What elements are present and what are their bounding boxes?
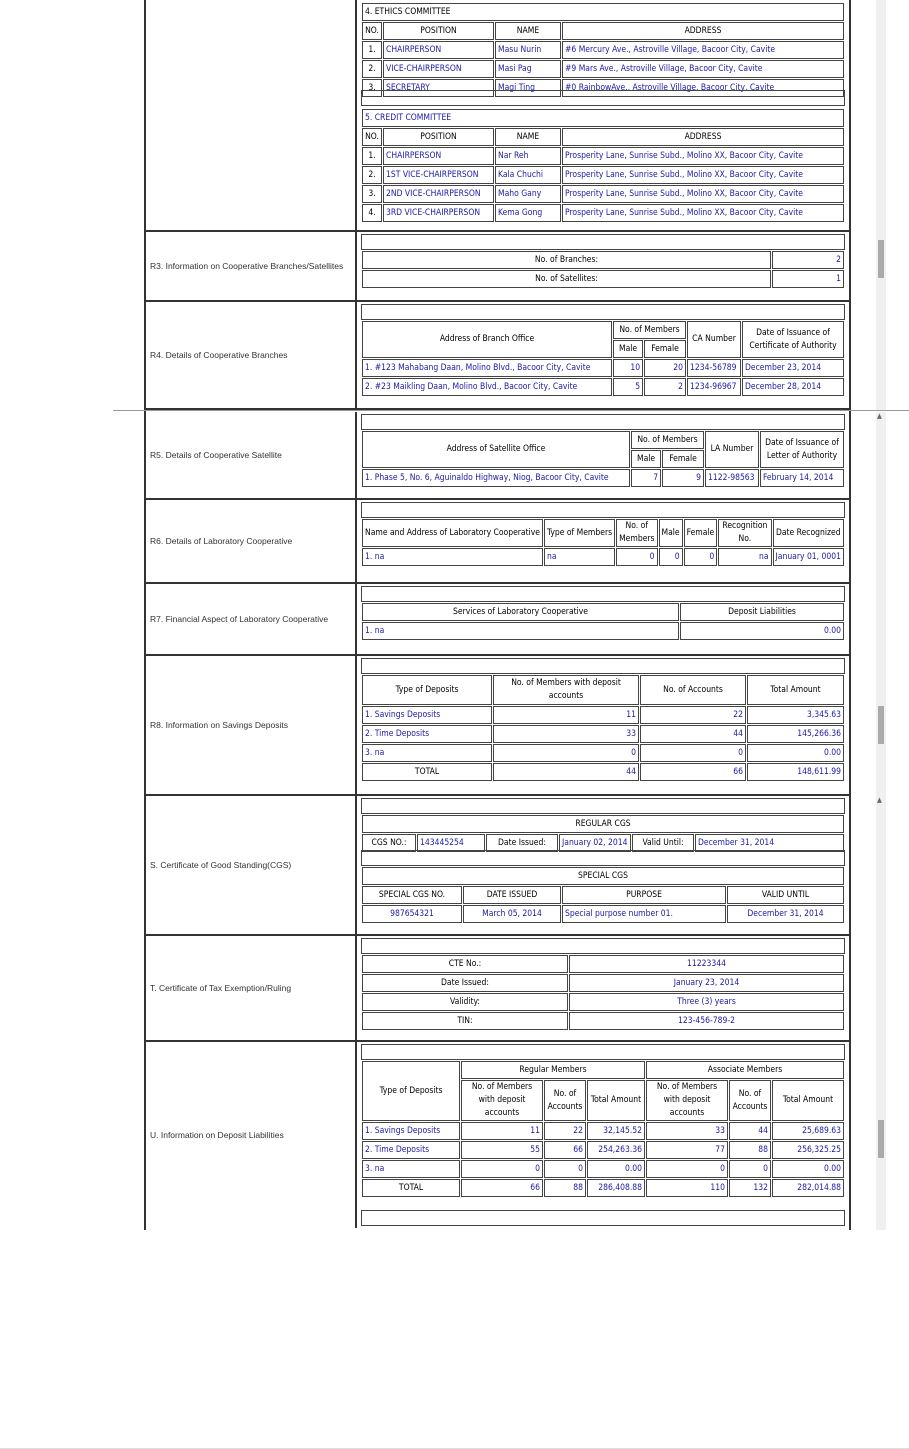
col-header-services: Services of Laboratory Cooperative <box>362 603 679 621</box>
col-header-regular: Regular Members <box>461 1061 645 1079</box>
r3-label: R3. Information on Cooperative Branches/Satellites <box>146 232 357 300</box>
scrollbar-thumb-upper[interactable] <box>878 240 884 278</box>
committees-label-cell <box>146 0 357 230</box>
cte-label: CTE No.: <box>362 955 568 973</box>
row-a-members: 33 <box>646 1122 728 1140</box>
tin-label: TIN: <box>362 1012 568 1030</box>
row-female: 9 <box>662 469 704 487</box>
row-no-members: 0 <box>616 548 657 566</box>
col-header-type: Type of Members <box>544 519 615 547</box>
valid-until-value: December 31, 2014 <box>695 834 844 852</box>
ethics-committee-table <box>361 2 845 98</box>
date-issued-label: Date Issued: <box>362 974 568 992</box>
regular-cgs-title: REGULAR CGS <box>362 815 844 833</box>
date-issued-label: Date Issued: <box>486 834 558 852</box>
row-address: #0 RainbowAve., Astroville Village, Bacoor City, Cavite <box>562 79 844 97</box>
scrollbar-thumb-lower[interactable] <box>878 1120 884 1158</box>
cte-value: 11223344 <box>569 955 844 973</box>
row-position: CHAIRPERSON <box>383 41 494 59</box>
r6-label: R6. Details of Laboratory Cooperative <box>146 500 357 582</box>
row-address: #6 Mercury Ave., Astroville Village, Bacoor City, Cavite <box>562 41 844 59</box>
col-header-la: LA Number <box>705 431 759 468</box>
row-a-accounts: 88 <box>729 1141 771 1159</box>
row-a-members: 77 <box>646 1141 728 1159</box>
col-header-date: Date of Issuance of Letter of Authority <box>760 431 844 468</box>
row-date: January 01, 0001 <box>773 548 844 566</box>
cgs-no-label: CGS NO.: <box>362 834 416 852</box>
row-position: CHAIRPERSON <box>383 147 494 165</box>
section-spacer <box>361 502 845 518</box>
satellites-label: No. of Satellites: <box>362 270 771 288</box>
table-row <box>362 1160 844 1178</box>
col-header-address: Address of Branch Office <box>362 321 612 358</box>
col-header-position: POSITION <box>383 128 494 146</box>
col-header-no: NO. <box>362 128 382 146</box>
row-date: December 28, 2014 <box>742 378 844 396</box>
special-cgs-title: SPECIAL CGS <box>362 867 844 885</box>
row-name: Masu Nurin <box>495 41 561 59</box>
scroll-up-arrow-icon[interactable]: ▲ <box>877 412 882 420</box>
total-label: TOTAL <box>362 763 492 781</box>
row-members: 0 <box>493 744 639 762</box>
scrollbar-track-lower[interactable] <box>876 798 886 1230</box>
row-r-members: 11 <box>461 1122 543 1140</box>
branches-value: 2 <box>772 251 844 269</box>
regular-cgs-table <box>361 814 845 853</box>
branches-label: No. of Branches: <box>362 251 771 269</box>
col-header-members: No. of Members <box>613 321 686 339</box>
r5-table <box>361 430 845 488</box>
row-name: Kema Gong <box>495 204 561 222</box>
row-ca: 1234-56789 <box>687 359 741 377</box>
row-accounts: 0 <box>640 744 746 762</box>
row-name: Kala Chuchi <box>495 166 561 184</box>
col-header-date: Date of Issuance of Certificate of Authority <box>742 321 844 358</box>
total-accounts: 66 <box>640 763 746 781</box>
section-spacer <box>361 90 845 106</box>
row-no: 3. <box>362 185 382 203</box>
row-a-total: 256,325.25 <box>772 1141 844 1159</box>
col-header-date: DATE ISSUED <box>463 886 561 904</box>
total-a-amount: 282,014.88 <box>772 1179 844 1197</box>
row-female: 20 <box>644 359 686 377</box>
total-row <box>362 763 844 781</box>
row-address: #9 Mars Ave., Astroville Village, Bacoor City, Cavite <box>562 60 844 78</box>
section-spacer <box>361 658 845 674</box>
table-row <box>362 359 844 377</box>
row-name: Magi Ting <box>495 79 561 97</box>
col-header-male: Male <box>631 450 661 468</box>
table-row <box>362 378 844 396</box>
row-a-total: 25,689.63 <box>772 1122 844 1140</box>
row-position: 1ST VICE-CHAIRPERSON <box>383 166 494 184</box>
col-header-male: Male <box>613 340 643 358</box>
r5-label: R5. Details of Cooperative Satellite <box>146 412 357 498</box>
r6-table <box>361 518 845 567</box>
row-no: 4. <box>362 204 382 222</box>
t-table <box>361 954 845 1031</box>
table-row <box>362 166 844 184</box>
col-header-purpose: PURPOSE <box>562 886 726 904</box>
satellites-value: 1 <box>772 270 844 288</box>
row-male: 10 <box>613 359 643 377</box>
row-a-accounts: 44 <box>729 1122 771 1140</box>
r8-section <box>146 656 849 796</box>
report-form <box>144 0 851 1230</box>
row-address: 1. Phase 5, No. 6, Aguinaldo Highway, Niog, Bacoor City, Cavite <box>362 469 630 487</box>
table-row <box>362 622 844 640</box>
row-type: na <box>544 548 615 566</box>
row-r-members: 0 <box>461 1160 543 1178</box>
col-header-special-no: SPECIAL CGS NO. <box>362 886 462 904</box>
r7-table <box>361 602 845 641</box>
col-header-a-total: Total Amount <box>772 1080 844 1121</box>
r4-section <box>146 302 849 410</box>
row-la: 1122-98563 <box>705 469 759 487</box>
col-header-name: Name and Address of Laboratory Cooperative <box>362 519 543 547</box>
row-type: 3. na <box>362 744 492 762</box>
row-position: 2ND VICE-CHAIRPERSON <box>383 185 494 203</box>
tin-value: 123-456-789-2 <box>569 1012 844 1030</box>
s-label: S. Certificate of Good Standing(CGS) <box>146 796 357 934</box>
section-spacer <box>361 304 845 320</box>
row-purpose: Special purpose number 01. <box>562 905 726 923</box>
col-header-no-members: No. of Members <box>616 519 657 547</box>
table-row <box>362 204 844 222</box>
total-r-amount: 286,408.88 <box>587 1179 645 1197</box>
row-services: 1. na <box>362 622 679 640</box>
row-recognition: na <box>718 548 771 566</box>
valid-until-label: Valid Until: <box>632 834 694 852</box>
row-position: SECRETARY <box>383 79 494 97</box>
col-header-position: POSITION <box>383 22 494 40</box>
col-header-r-total: Total Amount <box>587 1080 645 1121</box>
col-header-deposit: Deposit Liabilities <box>680 603 844 621</box>
row-name: Masi Pag <box>495 60 561 78</box>
total-a-members: 110 <box>646 1179 728 1197</box>
row-no: 1. <box>362 147 382 165</box>
total-amount: 148,611.99 <box>747 763 844 781</box>
col-header-total: Total Amount <box>747 675 844 705</box>
page-stitch-divider <box>113 410 909 411</box>
row-address: Prosperity Lane, Sunrise Subd., Molino XX, Bacoor City, Cavite <box>562 185 844 203</box>
row-male: 7 <box>631 469 661 487</box>
u-section <box>146 1042 849 1228</box>
table-row <box>362 725 844 743</box>
row-a-members: 0 <box>646 1160 728 1178</box>
row-r-total: 254,263.36 <box>587 1141 645 1159</box>
row-type: 1. Savings Deposits <box>362 706 492 724</box>
col-header-r-members: No. of Members with deposit accounts <box>461 1080 543 1121</box>
row-r-total: 32,145.52 <box>587 1122 645 1140</box>
total-a-accounts: 132 <box>729 1179 771 1197</box>
total-members: 44 <box>493 763 639 781</box>
row-valid: December 31, 2014 <box>727 905 844 923</box>
table-row <box>362 744 844 762</box>
date-issued-value: January 02, 2014 <box>559 834 631 852</box>
col-header-r-accounts: No. of Accounts <box>544 1080 586 1121</box>
committees-section <box>146 0 849 232</box>
section-spacer <box>361 586 845 602</box>
row-date: December 23, 2014 <box>742 359 844 377</box>
section-spacer <box>361 234 845 250</box>
r8-label: R8. Information on Savings Deposits <box>146 656 357 794</box>
row-address: Prosperity Lane, Sunrise Subd., Molino XX, Bacoor City, Cavite <box>562 147 844 165</box>
row-accounts: 22 <box>640 706 746 724</box>
scrollbar-thumb-middle[interactable] <box>878 706 884 744</box>
row-type: 3. na <box>362 1160 460 1178</box>
row-date: February 14, 2014 <box>760 469 844 487</box>
row-r-accounts: 0 <box>544 1160 586 1178</box>
col-header-type: Type of Deposits <box>362 1061 460 1121</box>
col-header-female: Female <box>662 450 704 468</box>
row-r-members: 55 <box>461 1141 543 1159</box>
validity-value: Three (3) years <box>569 993 844 1011</box>
row-deposit: 0.00 <box>680 622 844 640</box>
row-position: VICE-CHAIRPERSON <box>383 60 494 78</box>
col-header-address: Address of Satellite Office <box>362 431 630 468</box>
row-no: 1. <box>362 41 382 59</box>
credit-committee-title: 5. CREDIT COMMITTEE <box>362 109 844 127</box>
row-ca: 1234-96967 <box>687 378 741 396</box>
total-row <box>362 1179 844 1197</box>
row-male: 5 <box>613 378 643 396</box>
row-female: 0 <box>684 548 718 566</box>
col-header-male: Male <box>659 519 683 547</box>
row-special-no: 987654321 <box>362 905 462 923</box>
credit-committee-table <box>361 108 845 223</box>
table-row <box>362 706 844 724</box>
r7-section <box>146 584 849 656</box>
row-position: 3RD VICE-CHAIRPERSON <box>383 204 494 222</box>
cgs-no-value: 143445254 <box>417 834 485 852</box>
col-header-ca: CA Number <box>687 321 741 358</box>
section-spacer <box>361 798 845 814</box>
col-header-no: NO. <box>362 22 382 40</box>
col-header-members: No. of Members <box>631 431 704 449</box>
col-header-valid: VALID UNTIL <box>727 886 844 904</box>
row-total: 145,266.36 <box>747 725 844 743</box>
col-header-recognition: Recognition No. <box>718 519 771 547</box>
col-header-female: Female <box>644 340 686 358</box>
ethics-committee-title: 4. ETHICS COMMITTEE <box>362 3 844 21</box>
r4-table <box>361 320 845 397</box>
col-header-date: Date Recognized <box>773 519 844 547</box>
u-table <box>361 1060 845 1198</box>
section-spacer <box>361 938 845 954</box>
row-no: 3. <box>362 79 382 97</box>
row-type: 2. Time Deposits <box>362 1141 460 1159</box>
col-header-address: ADDRESS <box>562 22 844 40</box>
row-total: 3,345.63 <box>747 706 844 724</box>
row-address: Prosperity Lane, Sunrise Subd., Molino XX, Bacoor City, Cavite <box>562 204 844 222</box>
row-no: 2. <box>362 60 382 78</box>
table-row <box>362 469 844 487</box>
col-header-a-members: No. of Members with deposit accounts <box>646 1080 728 1121</box>
row-name: Nar Reh <box>495 147 561 165</box>
row-a-total: 0.00 <box>772 1160 844 1178</box>
row-members: 11 <box>493 706 639 724</box>
row-address: Prosperity Lane, Sunrise Subd., Molino XX, Bacoor City, Cavite <box>562 166 844 184</box>
col-header-associate: Associate Members <box>646 1061 844 1079</box>
col-header-address: ADDRESS <box>562 128 844 146</box>
date-issued-value: January 23, 2014 <box>569 974 844 992</box>
table-row <box>362 185 844 203</box>
r4-label: R4. Details of Cooperative Branches <box>146 302 357 408</box>
scrollbar-track-upper[interactable] <box>876 0 886 410</box>
col-header-name: NAME <box>495 22 561 40</box>
row-members: 33 <box>493 725 639 743</box>
r3-section <box>146 232 849 302</box>
row-r-total: 0.00 <box>587 1160 645 1178</box>
row-name: 1. na <box>362 548 543 566</box>
r7-label: R7. Financial Aspect of Laboratory Cooperative <box>146 584 357 654</box>
table-row <box>362 147 844 165</box>
t-section <box>146 936 849 1042</box>
table-row <box>362 60 844 78</box>
s-section <box>146 796 849 936</box>
row-date: March 05, 2014 <box>463 905 561 923</box>
row-r-accounts: 22 <box>544 1122 586 1140</box>
col-header-name: NAME <box>495 128 561 146</box>
table-row <box>362 41 844 59</box>
special-cgs-table <box>361 866 845 924</box>
row-total: 0.00 <box>747 744 844 762</box>
row-male: 0 <box>659 548 683 566</box>
row-accounts: 44 <box>640 725 746 743</box>
col-header-accounts: No. of Accounts <box>640 675 746 705</box>
section-spacer <box>361 414 845 430</box>
r8-table <box>361 674 845 782</box>
r3-table <box>361 250 845 289</box>
scroll-up-arrow-icon[interactable]: ▲ <box>877 796 882 804</box>
validity-label: Validity: <box>362 993 568 1011</box>
table-row <box>362 1122 844 1140</box>
total-r-accounts: 88 <box>544 1179 586 1197</box>
row-type: 1. Savings Deposits <box>362 1122 460 1140</box>
section-spacer <box>361 850 845 866</box>
row-no: 2. <box>362 166 382 184</box>
row-address: 2. #23 Maikling Daan, Molino Blvd., Bacoor City, Cavite <box>362 378 612 396</box>
col-header-members: No. of Members with deposit accounts <box>493 675 639 705</box>
row-type: 2. Time Deposits <box>362 725 492 743</box>
row-address: 1. #123 Mahabang Daan, Molino Blvd., Bacoor City, Cavite <box>362 359 612 377</box>
section-spacer <box>361 1210 845 1226</box>
table-row <box>362 548 844 566</box>
row-name: Maho Gany <box>495 185 561 203</box>
row-a-accounts: 0 <box>729 1160 771 1178</box>
t-label: T. Certificate of Tax Exemption/Ruling <box>146 936 357 1040</box>
col-header-type: Type of Deposits <box>362 675 492 705</box>
r5-section <box>146 412 849 500</box>
col-header-a-accounts: No. of Accounts <box>729 1080 771 1121</box>
col-header-female: Female <box>684 519 718 547</box>
r6-section <box>146 500 849 584</box>
table-row <box>362 1141 844 1159</box>
row-female: 2 <box>644 378 686 396</box>
row-r-accounts: 66 <box>544 1141 586 1159</box>
u-label: U. Information on Deposit Liabilities <box>146 1042 357 1228</box>
table-row <box>362 905 844 923</box>
total-label: TOTAL <box>362 1179 460 1197</box>
section-spacer <box>361 1044 845 1060</box>
total-r-members: 66 <box>461 1179 543 1197</box>
